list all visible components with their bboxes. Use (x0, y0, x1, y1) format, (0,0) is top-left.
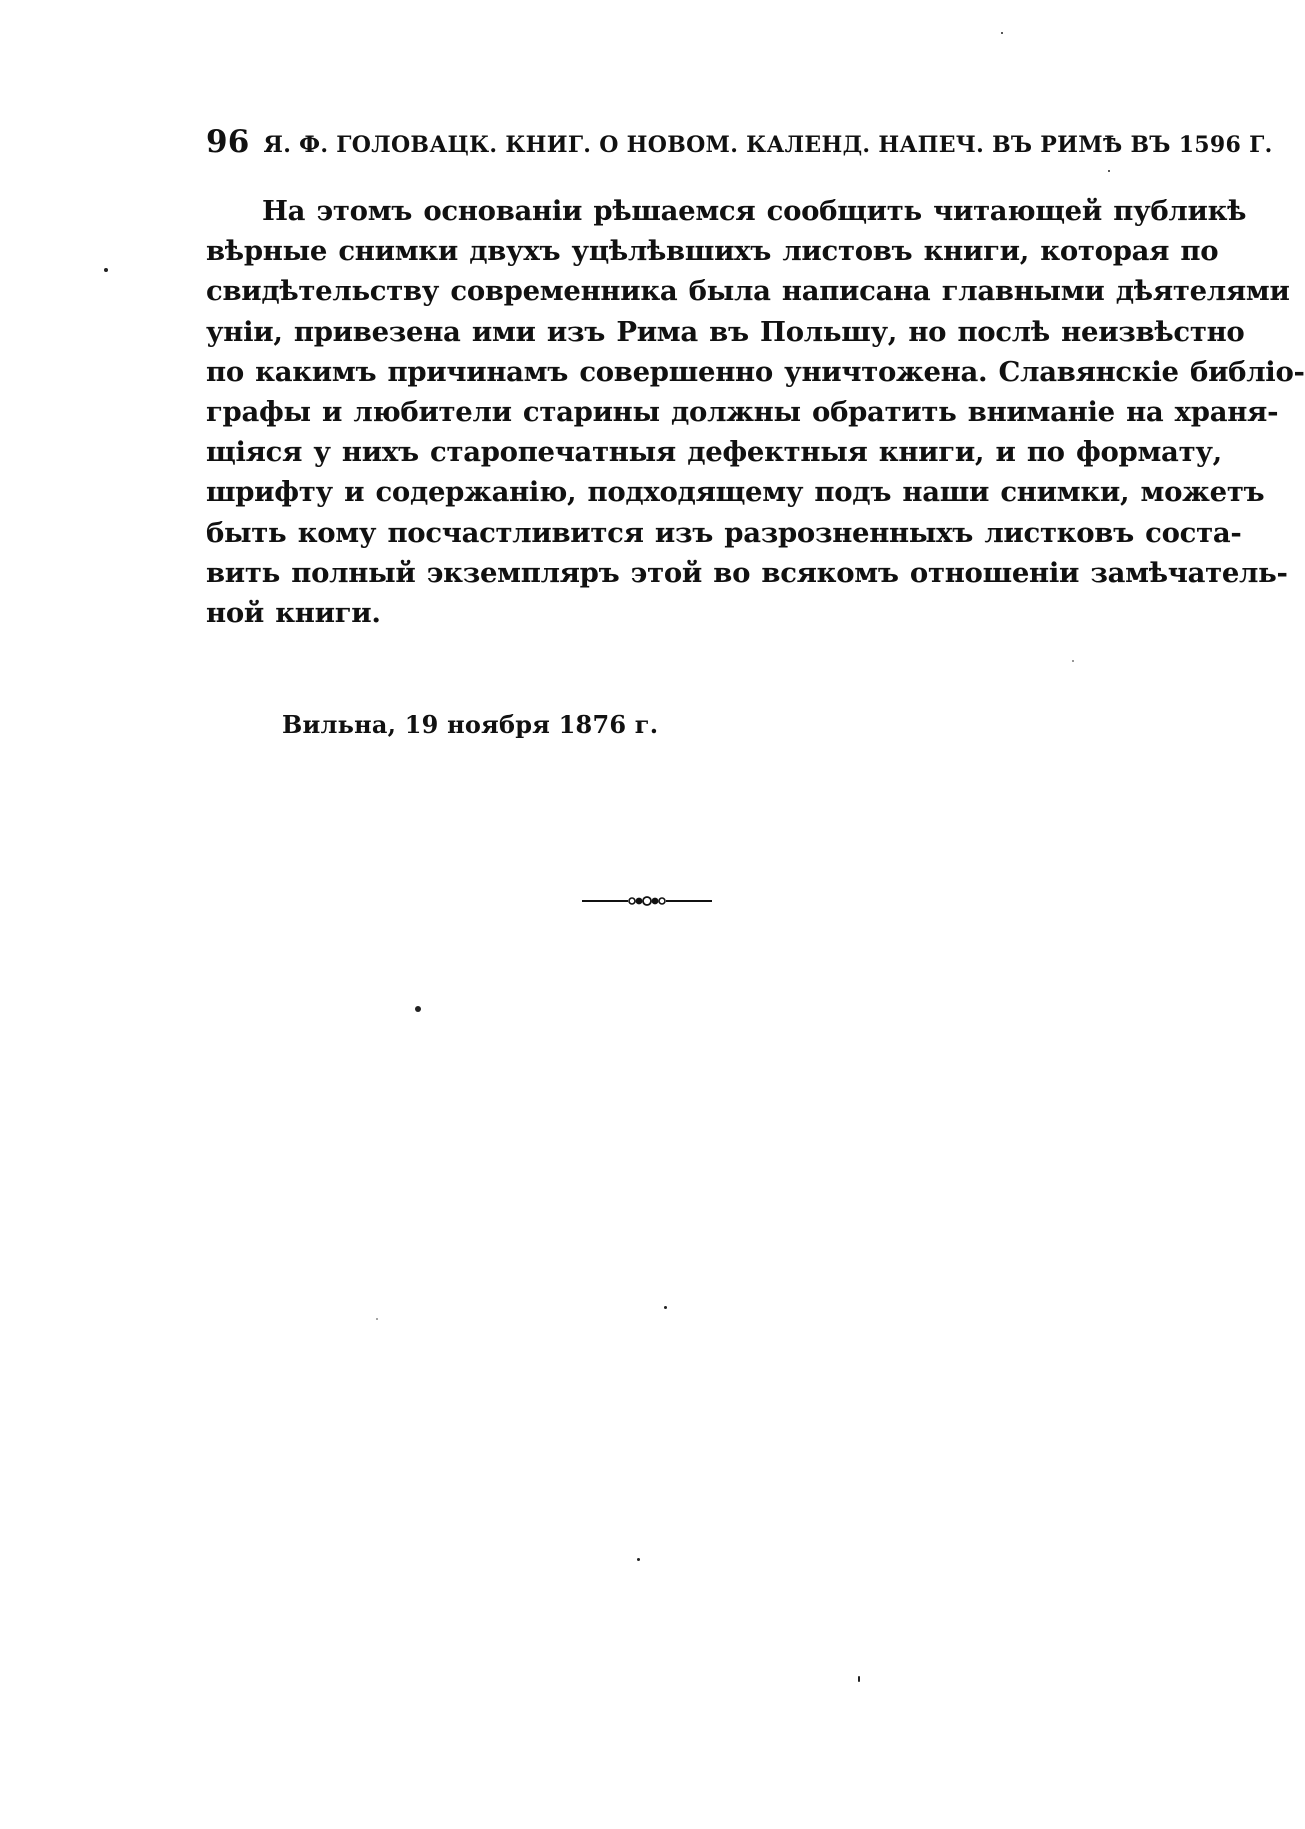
scan-speck (858, 1676, 860, 1682)
text-line: вѣрные снимки двухъ уцѣлѣвшихъ листовъ книги, которая по (206, 235, 1219, 268)
scan-speck (637, 1558, 640, 1561)
text-line: свидѣтельству современника была написана главными дѣятелями (206, 275, 1290, 308)
text-line: ной книги. (206, 596, 381, 629)
body-paragraph (206, 191, 1305, 633)
text-line: уніи, привезена ими изъ Рима въ Польшу, но послѣ неизвѣстно (206, 315, 1245, 348)
scan-speck (376, 1318, 378, 1320)
text-line: На этомъ основаніи рѣшаемся сообщить читающей публикѣ (262, 195, 1247, 227)
running-title: Я. Ф. ГОЛОВАЦК. КНИГ. О НОВОМ. КАЛЕНД. НАПЕЧ. ВЪ РИМѢ ВЪ 1596 Г. (263, 132, 1273, 158)
scan-speck (664, 1306, 667, 1309)
ornament-divider-icon (582, 894, 712, 908)
scan-speck (1001, 32, 1003, 34)
text-line: вить полный экземпляръ этой во всякомъ отношеніи замѣчатель- (206, 556, 1288, 589)
text-line: графы и любители старины должны обратить вниманіе на храня- (206, 395, 1279, 428)
scan-speck (1072, 660, 1074, 662)
page-number: 96 (206, 124, 250, 160)
dateline: Вильна, 19 ноября 1876 г. (282, 710, 659, 739)
text-line: шрифту и содержанію, подходящему подъ наши снимки, можетъ (206, 476, 1265, 509)
text-line: по какимъ причинамъ совершенно уничтожена. Славянскіе библіо- (206, 355, 1305, 388)
scan-speck (104, 268, 108, 272)
text-line: щіяся у нихъ старопечатныя дефектныя книги, и по формату, (206, 436, 1222, 469)
scan-speck (1108, 170, 1110, 172)
text-line: быть кому посчастливится изъ разрозненныхъ листковъ соста- (206, 516, 1242, 549)
scan-speck (415, 1006, 421, 1012)
running-head (206, 124, 1273, 160)
